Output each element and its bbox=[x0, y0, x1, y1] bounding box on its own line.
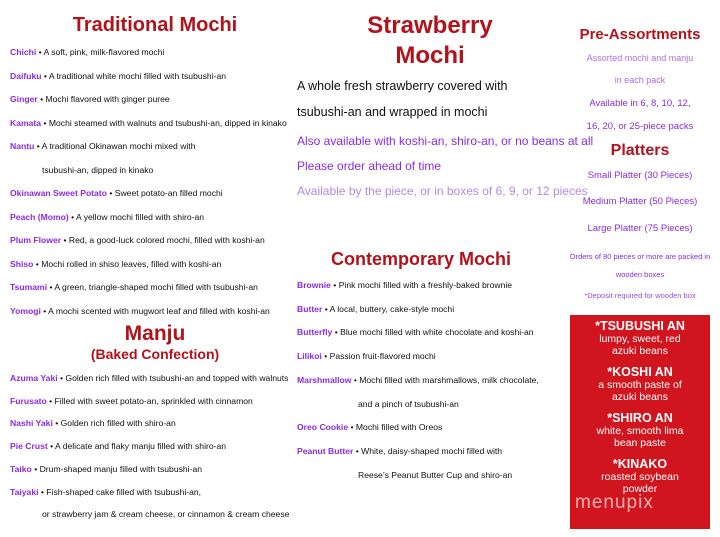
contemporary-item-name: Peanut Butter bbox=[297, 445, 354, 456]
legend-shiro-desc-2: bean paste bbox=[614, 437, 666, 449]
platters-deposit: *Deposit required for wooden box bbox=[584, 291, 696, 300]
contemporary-item-name: Butter bbox=[297, 303, 323, 314]
contemporary-item-desc: • Blue mochi filled with white chocolate and koshi-an bbox=[332, 327, 534, 338]
manju-item-name: Azuma Yaki bbox=[10, 373, 58, 383]
contemporary-item-desc: • White, daisy-shaped mochi filled with bbox=[353, 445, 503, 456]
traditional-item bbox=[42, 165, 153, 176]
traditional-item bbox=[10, 282, 258, 293]
traditional-item-desc: • A yellow mochi filled with shiro-an bbox=[68, 211, 205, 222]
contemporary-item-name: Lilikoi bbox=[297, 351, 322, 362]
contemporary-item bbox=[297, 351, 436, 362]
platters-note-1: Orders of 80 pieces or more are packed in bbox=[569, 252, 711, 261]
traditional-item bbox=[10, 235, 265, 246]
contemporary-item bbox=[297, 422, 442, 433]
manju-item bbox=[42, 509, 289, 520]
traditional-item bbox=[10, 188, 223, 199]
contemporary-item bbox=[297, 304, 454, 315]
manju-item bbox=[10, 373, 288, 384]
contemporary-item bbox=[297, 280, 512, 291]
manju-item-desc: • Filled with sweet potato-an, sprinkled with cinnamon bbox=[46, 395, 253, 406]
contemporary-item-name: Butterfly bbox=[297, 327, 333, 338]
contemporary-item bbox=[358, 399, 459, 410]
contemporary-item-desc: • Passion fruit-flavored mochi bbox=[321, 351, 436, 362]
traditional-item bbox=[10, 141, 195, 152]
traditional-item-desc: • A green, triangle-shaped mochi filled with tsubushi-an bbox=[47, 282, 258, 292]
traditional-item-name: Peach (Momo) bbox=[10, 211, 69, 222]
manju-title: Manju bbox=[124, 322, 186, 345]
contemporary-item-desc: • A local, buttery, cake-style mochi bbox=[322, 303, 455, 314]
assortments-line-3: Available in 6, 8, 10, 12, bbox=[589, 98, 691, 109]
contemporary-item-name: Brownie bbox=[297, 280, 331, 290]
legend-koshi-desc-1: a smooth paste of bbox=[598, 379, 682, 391]
contemporary-item bbox=[297, 446, 502, 457]
manju-subtitle: (Baked Confection) bbox=[90, 346, 220, 362]
contemporary-item bbox=[297, 375, 539, 386]
manju-item bbox=[10, 441, 226, 452]
traditional-item-name: Chichi bbox=[10, 47, 37, 57]
legend-koshi-desc-2: azuki beans bbox=[611, 391, 669, 403]
strawberry-boxes: Available by the piece, or in boxes of 6, 9, or 12 pieces bbox=[297, 184, 588, 198]
traditional-item-desc: • Red, a good-luck colored mochi, filled with koshi-an bbox=[61, 235, 265, 245]
manju-item bbox=[10, 487, 201, 498]
traditional-item-name: Daifuku bbox=[10, 70, 42, 81]
traditional-item-desc: • Mochi steamed with walnuts and tsubushi-an, dipped in kinako bbox=[41, 117, 287, 128]
traditional-item-desc: • Sweet potato-an filled mochi bbox=[106, 188, 223, 198]
traditional-item-name: Kamata bbox=[10, 117, 42, 128]
traditional-item-name: Shiso bbox=[10, 258, 34, 269]
legend-koshi-title: *KOSHI AN bbox=[607, 365, 673, 379]
manju-item-desc: • A delicate and flaky manju filled with shiro-an bbox=[47, 441, 227, 452]
watermark-logo: menupix bbox=[575, 492, 654, 513]
contemporary-title: Contemporary Mochi bbox=[330, 249, 512, 269]
contemporary-item-name: Oreo Cookie bbox=[297, 422, 349, 433]
traditional-item-name: Ginger bbox=[10, 94, 38, 104]
contemporary-item-desc: • Mochi filled with Oreos bbox=[348, 422, 443, 433]
platters-note-2: wooden boxes bbox=[615, 270, 665, 279]
legend-kinako-desc-1: roasted soybean bbox=[601, 471, 679, 483]
manju-item-name: Taiyaki bbox=[10, 486, 39, 497]
traditional-item bbox=[10, 47, 164, 58]
legend-tsubushi-desc-1: lumpy, sweet, red bbox=[599, 333, 681, 345]
manju-item-name: Pie Crust bbox=[10, 441, 48, 452]
traditional-title: Traditional Mochi bbox=[72, 14, 238, 36]
strawberry-title-line2: Mochi bbox=[395, 42, 465, 69]
manju-item bbox=[10, 464, 202, 475]
strawberry-desc-1: A whole fresh strawberry covered with bbox=[297, 79, 508, 93]
contemporary-item bbox=[358, 470, 512, 481]
assortments-line-2: in each pack bbox=[614, 75, 666, 85]
manju-item-desc: or strawberry jam & cream cheese, or cinnamon & cream cheese bbox=[42, 509, 290, 520]
platter-medium: Medium Platter (50 Pieces) bbox=[582, 196, 698, 207]
traditional-item-desc: tsubushi-an, dipped in kinako bbox=[42, 164, 154, 175]
traditional-item bbox=[10, 94, 170, 105]
platter-small: Small Platter (30 Pieces) bbox=[587, 170, 693, 181]
assortments-title: Pre-Assortments bbox=[579, 26, 701, 43]
traditional-item-name: Okinawan Sweet Potato bbox=[10, 188, 107, 198]
platters-title: Platters bbox=[610, 142, 670, 159]
contemporary-item-desc: Reese’s Peanut Butter Cup and shiro-an bbox=[358, 469, 513, 480]
traditional-item-desc: • A traditional Okinawan mochi mixed with bbox=[34, 141, 196, 151]
assortments-line-4: 16, 20, or 25-piece packs bbox=[586, 121, 694, 132]
manju-item-name: Nashi Yaki bbox=[10, 418, 53, 429]
traditional-item-desc: • A traditional white mochi filled with tsubushi-an bbox=[41, 70, 227, 81]
manju-item bbox=[10, 396, 253, 407]
platter-large: Large Platter (75 Pieces) bbox=[587, 223, 693, 234]
legend-kinako-title: *KINAKO bbox=[612, 457, 668, 471]
strawberry-order-ahead: Please order ahead of time bbox=[297, 159, 442, 173]
manju-item-desc: • Fish-shaped cake filled with tsubushi-an, bbox=[38, 486, 202, 497]
traditional-item bbox=[10, 306, 270, 317]
traditional-item bbox=[10, 212, 204, 223]
traditional-item-desc: • A mochi scented with mugwort leaf and filled with koshi-an bbox=[40, 305, 270, 316]
manju-item-name: Taiko bbox=[10, 463, 32, 474]
traditional-item-desc: • Mochi rolled in shiso leaves, filled with koshi-an bbox=[33, 258, 222, 269]
traditional-item-name: Nantu bbox=[10, 141, 35, 151]
manju-item-desc: • Golden rich filled with shiro-an bbox=[52, 418, 176, 429]
contemporary-item-name: Marshmallow bbox=[297, 374, 352, 385]
contemporary-item-desc: • Pink mochi filled with a freshly-baked brownie bbox=[330, 280, 513, 290]
legend-kinako-desc-2: powder bbox=[622, 483, 658, 495]
contemporary-item-desc: • Mochi filled with marshmallows, milk chocolate, bbox=[351, 374, 539, 385]
strawberry-desc-2: tsubushi-an and wrapped in mochi bbox=[297, 105, 488, 119]
strawberry-availability: Also available with koshi-an, shiro-an, or no beans at all bbox=[297, 134, 594, 148]
manju-item-desc: • Drum-shaped manju filled with tsubushi-an bbox=[31, 463, 203, 474]
traditional-item-desc: • Mochi flavored with ginger puree bbox=[37, 94, 170, 104]
traditional-item-desc: • A soft, pink, milk-flavored mochi bbox=[36, 47, 165, 57]
contemporary-item-desc: and a pinch of tsubushi-an bbox=[358, 398, 459, 409]
contemporary-item bbox=[297, 327, 534, 338]
manju-item-desc: • Golden rich filled with tsubushi-an and topped with walnuts bbox=[57, 373, 289, 383]
manju-item-name: Furusato bbox=[10, 395, 47, 406]
legend-tsubushi-title: *TSUBUSHI AN bbox=[595, 319, 685, 333]
traditional-item-name: Tsumami bbox=[10, 282, 48, 292]
legend-shiro-title: *SHIRO AN bbox=[607, 411, 673, 425]
strawberry-title-line1: Strawberry bbox=[367, 12, 493, 39]
traditional-item bbox=[10, 259, 221, 270]
traditional-item-name: Plum Flower bbox=[10, 235, 62, 245]
legend-shiro-desc-1: white, smooth lima bbox=[596, 425, 684, 437]
legend-tsubushi-desc-2: azuki beans bbox=[611, 345, 669, 357]
traditional-item bbox=[10, 118, 287, 129]
manju-item bbox=[10, 418, 176, 429]
traditional-item-name: Yomogi bbox=[10, 305, 41, 316]
assortments-line-1: Assorted mochi and manju bbox=[586, 53, 694, 63]
traditional-item bbox=[10, 71, 226, 82]
